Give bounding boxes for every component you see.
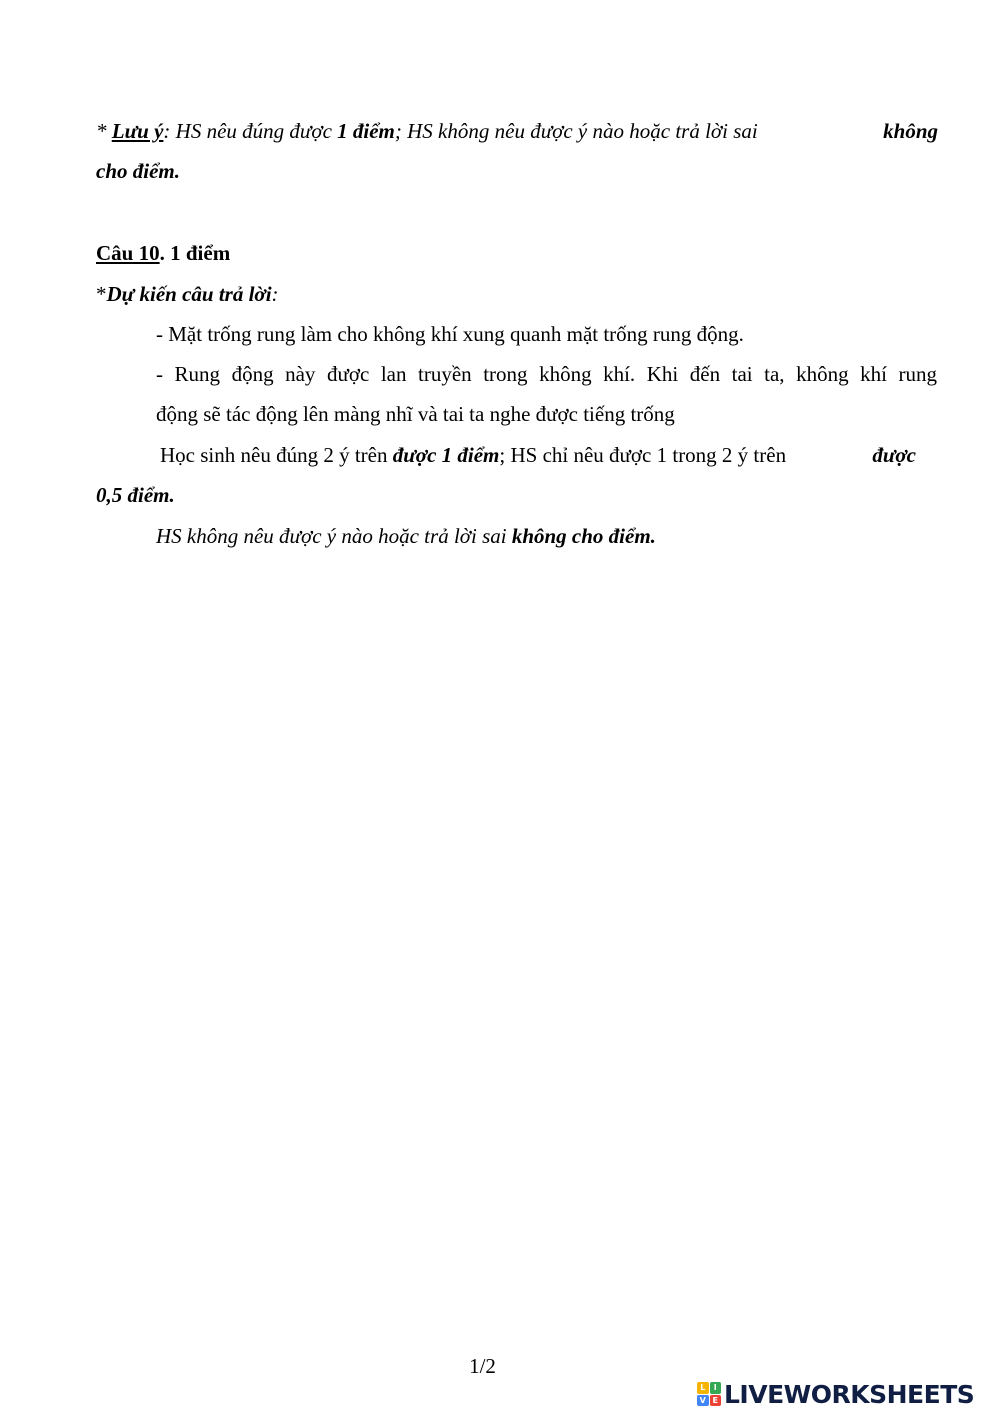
answer-bullet-2-line-2: động sẽ tác động lên màng nhĩ và tai ta nghe được tiếng trống bbox=[156, 402, 675, 426]
note-line-2: cho điểm. bbox=[96, 159, 180, 183]
question-heading bbox=[96, 239, 230, 267]
expected-prefix: * bbox=[96, 282, 107, 306]
scoring-bold-2: được bbox=[872, 443, 916, 467]
note-text-a: : HS nêu đúng được bbox=[163, 119, 338, 143]
fail-line bbox=[156, 522, 656, 550]
logo-letter: I bbox=[710, 1382, 722, 1394]
note-star: * bbox=[96, 119, 112, 143]
brand-name: LIVEWORKSHEETS bbox=[724, 1379, 975, 1409]
liveworksheets-logo-icon bbox=[697, 1382, 721, 1406]
answer-bullet-2-line-1: - Rung động này được lan truyền trong không khí. Khi đến tai ta, không khí rung bbox=[156, 362, 937, 386]
scoring-bold-1: được 1 điểm bbox=[392, 443, 500, 467]
expected-answer-heading bbox=[96, 280, 279, 308]
scoring-text-c: ; HS chỉ nêu được 1 trong 2 ý trên bbox=[499, 443, 787, 467]
scoring-line-2: 0,5 điểm. bbox=[96, 483, 175, 507]
answer-bullet-1: - Mặt trống rung làm cho không khí xung quanh mặt trống rung động. bbox=[156, 322, 744, 346]
expected-label: Dự kiến câu trả lời bbox=[106, 282, 272, 306]
page-number: 1/2 bbox=[469, 1354, 496, 1378]
logo-letter: E bbox=[710, 1395, 722, 1407]
scoring-line-1 bbox=[160, 441, 916, 469]
logo-letter: L bbox=[697, 1382, 709, 1394]
note-text-b: ; HS không nêu được ý nào hoặc trả lời sai bbox=[394, 119, 758, 143]
scoring-text-a: Học sinh nêu đúng 2 ý trên bbox=[160, 443, 393, 467]
liveworksheets-brand bbox=[697, 1378, 995, 1410]
note-bold-2: không bbox=[883, 119, 938, 143]
expected-colon: : bbox=[271, 282, 279, 306]
note-bold-1: 1 điểm bbox=[337, 119, 395, 143]
fail-bold: không cho điểm. bbox=[511, 524, 656, 548]
fail-text: HS không nêu được ý nào hoặc trả lời sai bbox=[156, 524, 512, 548]
question-number: Câu 10 bbox=[96, 241, 160, 265]
note-label: Lưu ý bbox=[111, 119, 164, 143]
logo-letter: V bbox=[697, 1395, 709, 1407]
note-line-1 bbox=[96, 117, 938, 145]
question-points: . 1 điểm bbox=[159, 241, 231, 265]
